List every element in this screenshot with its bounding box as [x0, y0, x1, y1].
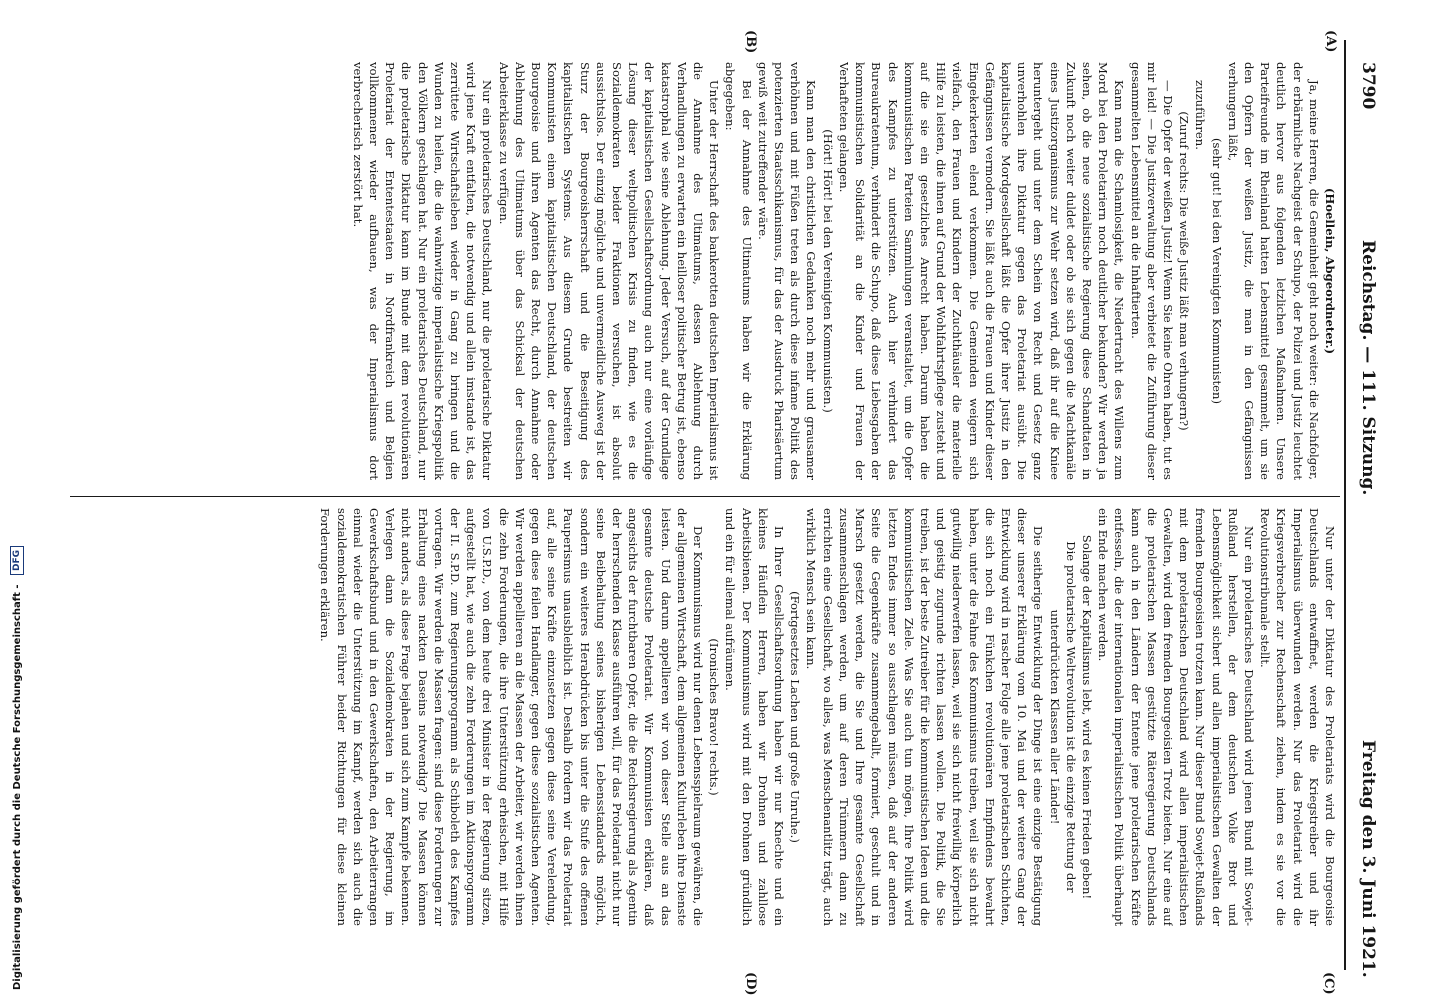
interjection: (Hört! Hört! bei den Vereinigten Kommunisten.) — [820, 129, 835, 413]
page-date: Freitag den 3. Juni 1921. — [1358, 740, 1378, 978]
paragraph: Ja, meine Herren, die Gemeinheit geht noch weiter: die Nachfolger, der erbärmliche Nachgeist der Schupo, der Polizei und Justiz leuchtet deutlich hervor aus folgenden letzlichen Maßnahmen. Unsere Parteifreunde im Rheinland hatten Lebensmittel gesammelt, um sie den Opfern der weißen Justiz, die man in den Gefängnissen verhungern läßt, — [1225, 62, 1321, 480]
paragraph: Nur ein proletarisches Deutschland wird jenen Bund mit Sowjet-Rußland herstellen, der dem deutschen Volke Brot und Lebensmöglichkeit sichert und allen imperialistischen Gewalten der fremden Bourgeoisien trotzen kann. Nur dieser Bund Sowjet-Rußlands mit dem proletarischen Deutschland wird allen imperialistischen Gewalten, wird dem fremden Bourgeoisien Trotz bieten. Nur eine auf die proletarischen Massen gestützte Räteregierung Deutschlands kann auch in den Ländern der Entente jene proletarischen Kräfte entfesseln, die der internationalen imperialistischen Politik überhaupt ein Ende machen werden. — [1096, 508, 1256, 926]
header-rule — [1344, 40, 1346, 970]
page-number: 3790 — [1358, 62, 1378, 110]
paragraph: Kann man den christlichen Gedanken noch mehr und grausamer verhöhnen und mit Füßen treten als durch diese infame Politik des potenzierten Staatsschikanismus, für das der Ausdruck Pharisäertum gewiß weit zutreffender wäre. — [755, 62, 819, 480]
paragraph: — Die Opfer der weißen Justiz! Wenn Sie keine Ohren haben, tut es mir leid! — Die Justizverwaltung aber verbietet die Zuführung dieser gesammelten Lebensmittel an die Inhaftierten. — [1128, 62, 1175, 480]
paragraph: zuzuführen. — [1193, 80, 1208, 150]
page-title: Reichstag. — 111. Sitzung. — [1358, 240, 1378, 496]
paragraph: Die seitherige Entwicklung der Dinge ist eine einzige Bestätigung dieser unserer Erklärung vom 10. Mai und der weitere Gang der Entwicklung wird in rascher Folge alle jene proletarischen Schichten, die sich noch ein Fünkchen revolutionären Empfindens bewahrt haben, unter die Fahne des Kommunismus treiben, weil sie sich nicht gutwillig niederwerfen lassen, weil sie sich nicht freiwillig körperlich und geistig zugrunde richten lassen wollen. Die Politik, die Sie treiben, ist der beste Zutreiber für die kommunistischen Ideen und die kommunistischen Ziele. Was Sie auch tun mögen, Ihre Politik wird letzten Endes immer so ausschlagen müssen, daß auf der anderen Seite die Gegenkräfte zusammengeballt, formiert, geschult und in Marsch gesetzt werden, die Sie und Ihre gesamte Gesellschaft zusammenschlagen werden, um auf deren Trümmern dann zu errichten eine Gesellschaft, wo alles, was Menschenantlitz trägt, auch wirklich Mensch sein kann. — [804, 508, 1046, 926]
page-header — [1348, 0, 1384, 1000]
text-column-left — [70, 62, 1338, 480]
slogan: Die proletarische Weltrevolution ist die einzige Rettung der unterdrückten Klassen aller Länder! — [1047, 541, 1078, 893]
paragraph: Bei der Annahme des Ultimatums haben wir die Erklärung abgegeben: — [723, 62, 754, 480]
margin-marker-a: (A) — [1323, 30, 1338, 53]
interjection: (sehr gut! bei den Vereinigten Kommunisten) — [1209, 138, 1224, 404]
dfg-logo: DFG — [10, 546, 24, 575]
credit-text: Digitalisierung gefördert durch die Deutsche Forschungsgemeinschaft - — [12, 584, 23, 990]
paragraph: Kann man die Schamlosigkeit, die Niedertracht des Willens zum Mord bei den Proletariern noch deutlicher bekunden? Wir werden ja sehen, ob die neue sozialistische Regierung diese Schandtaten in Zukunft noch weiter duldet oder ob sie sich gegen die Machtkanäle eines Justizorganismus zur Wehr setzen wird, daß ihr auf die Kniee heruntergeht und unter dem Schein von Recht und Gesetz ganz unverhohlen ihre Diktatur gegen das Proletariat ausübt. Die kapitalistische Mordgesellschaft läßt die Opfer ihrer Justiz in den Gefängnissen vermodern. Sie läßt auch die Frauen und Kinder dieser Eingekerkerten elend verkommen. Die Gemeinden weigern sich vielfach, den Frauen und Kindern der Zuchthäusler die materielle Hilfe zu leisten, die ihnen auf Grund der Wohlfahrtspflege zusteht und auf die sie ein gesetzliches Anrecht haben. Darum haben die kommunistischen Parteien Sammlungen veranstaltet, um die Opfer des Kampfes zu unterstützen. Auch hier verhindert das Bureaukratentum, verhindert die Schupo, daß diese Liebesgaben der kommunistischen Solidarität an die Kinder und Frauen der Verhafteten gelangen. — [836, 62, 1127, 480]
margin-marker-d: (D) — [743, 972, 758, 996]
interjection: (Ironisches Bravo! rechts.) — [707, 638, 722, 796]
margin-marker-c: (C) — [1321, 972, 1336, 995]
paragraph: In Ihrer Gesellschaftsordnung haben wir nur Knechte und ein kleines Häuflein Herren, haben wir Drohnen und zahllose Arbeitsbienen. Der Kommunismus wird mit den Drohnen gründlich und ein für allemal aufräumen. — [723, 508, 787, 926]
paragraph: Nur unter der Diktatur des Proletariats wird die Bourgeoisie Deutschlands entwaffnet, werden die Kriegstreiber und ihr Imperialismus überwunden werden. Nur das Proletariat wird die Kriegsverbrecher zur Rechenschaft ziehen, indem es sie vor die Revolutionstribunale stellt. — [1258, 508, 1337, 926]
text-column-right — [70, 508, 1338, 926]
paragraph: Unter der Herrschaft des bankerotten deutschen Imperialismus ist die Annahme des Ultimatums, dessen Ablehnung durch Verhandlungen zu erwarten ein heilloser politischer Betrug ist, ebenso katastrophal wie seine Ablehnung. Jeder Versuch, auf der Grundlage der kapitalistischen Gesellschaftsordnung auch nur eine vorläufige Lösung dieser weltpolitischen Krisis zu finden, wie es die Sozialdemokraten beider Fraktionen versuchen, ist absolut aussichtslos. Der einzig mögliche und unvermeidliche Ausweg ist der Sturz der Bourgeoisherrschaft und die Beseitigung des kapitalistischen Systems. Aus diesem Grunde bestreiten wir Kommunisten einem kapitalistischen Deutschland, der deutschen Bourgeoisie und ihren Agenten das Recht, durch Annahme oder Ablehnung des Ultimatums über das Schicksal der deutschen Arbeiterklasse zu verfügen. — [496, 62, 722, 480]
speaker-line: (Hoellein, Abgeordneter.) — [1323, 187, 1337, 355]
newspaper-page — [45, 0, 1400, 1000]
paragraph: Nur ein proletarisches Deutschland, nur die proletarische Diktatur wird jene Kraft entfalten, die notwendig und allein imstande ist, das zerrüttete Wirtschaftsleben wieder in Gang zu bringen und die Wunden zu heilen, die die wahnwitzige imperialistische Kriegspolitik den Völkern geschlagen hat. Nur ein proletarisches Deutschland, nur die proletarische Diktatur kann im Bunde mit dem revolutionären Proletariat der Ententestaaten in Nordfrankreich und Belgien vollkommener wieder aufbauen, was der Imperialismus dort verbrecherisch zerstört hat. — [350, 62, 495, 480]
digitization-credit — [8, 0, 28, 990]
paragraph: Der Kommunismus wird nur denen Lebensspielraum gewähren, die der allgemeinen Wirtschaft, dem allgemeinen Kulturleben ihre Dienste leisten. Und darum appellieren wir von dieser Stelle aus an das gesamte deutsche Proletariat. Wir Kommunisten erklären, daß angesichts der furchtbaren Opfer, die die Reichsregierung als Agentin der herrschenden Klasse ausführen will, für das Proletariat nicht nur seine Beibehaltung seines bisherigen Lebensstandards möglich, sondern ein weiteres Herabdrücken bis unter die Stufe des offenen Pauperismus unausbleiblich ist. Deshalb fordern wir das Proletariat auf, alle seine Kräfte einzusetzen gegen diese seine Verelendung, gegen diese feilen Handlanger, gegen diese sozialistischen Agenten. Wir werden appellieren an die Massen der Arbeiter, wir werden ihnen die zehn Forderungen, die ihre Unterstützung erheischen, mit Hilfe von U.S.P.D., von dem heute drei Minister in der Regierung sitzen, aufgestellt hat, wie auch die zehn Forderungen im Aktionsprogramm der II. S.P.D. zum Regierungsprogramm als Schiboleth des Kampfes vortragen. Wir werden die Massen fragen: sind diese Forderungen zur Erhaltung eines nackten Daseins notwendig? Die Massen können nicht anders, als diese Frage bejahen und sich zum Kampfe bekennen. Verlegen dann die Sozialdemokraten in der Regierung, im Gewerkschaftsbund und in den Gewerkschaften, den Arbeiterrangen einmal wieder die Unterstützung im Kampf, werden sich auch die sozialdemokratischen Führer beider Richtungen für diese kleinen Forderungen erklären. — [318, 508, 706, 926]
slogan: Solange der Kapitalismus lebt, wird es keinen Frieden geben! — [1079, 534, 1094, 900]
margin-marker-b: (B) — [743, 30, 758, 54]
column-divider — [70, 496, 1340, 497]
interjection: (Zuruf rechts: Die weiße Justiz läßt man verhungern?) — [1177, 111, 1192, 431]
interjection: (Fortgesetztes Lachen und große Unruhe.) — [788, 591, 803, 843]
